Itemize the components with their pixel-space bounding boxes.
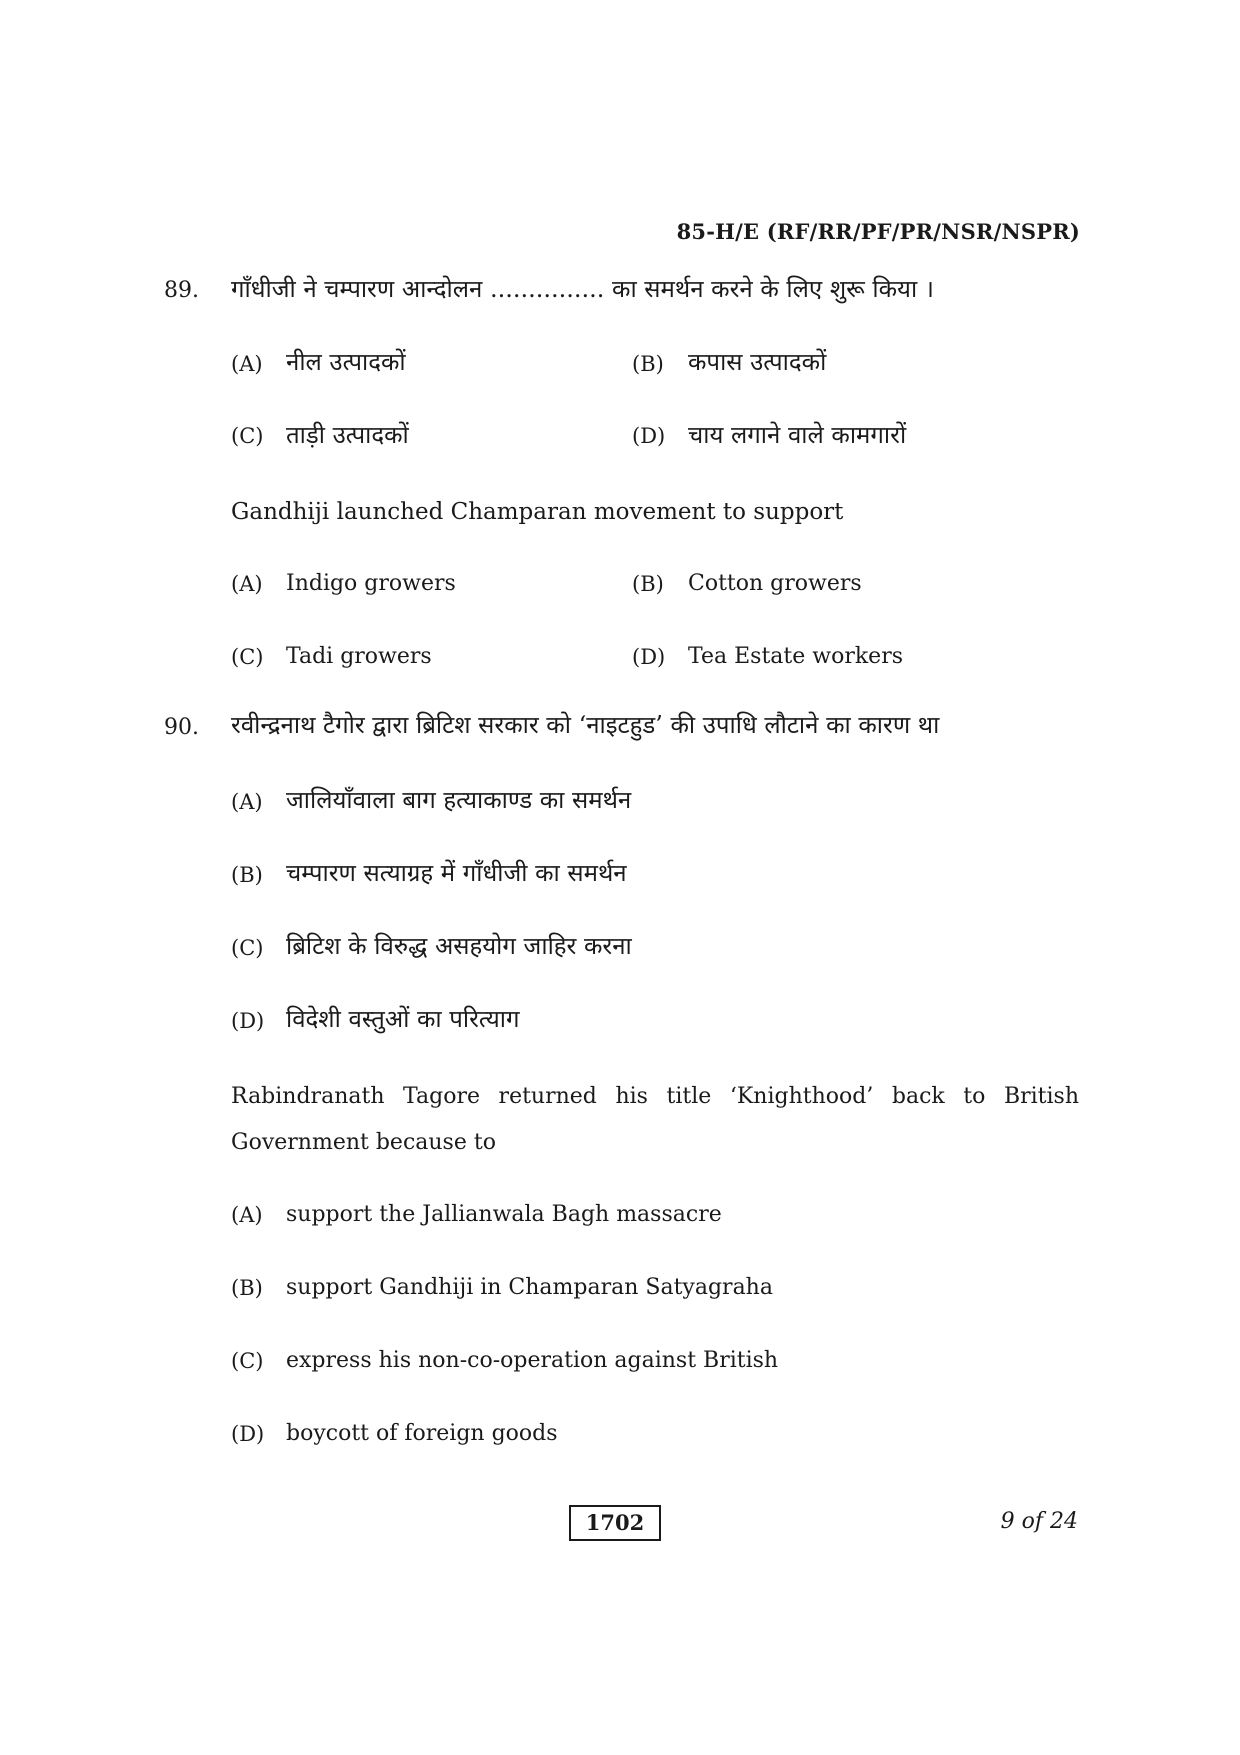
option-letter: (C) bbox=[231, 1349, 264, 1373]
booklet-code: 1702 bbox=[569, 1505, 661, 1541]
page-indicator: 9 of 24 bbox=[1000, 1509, 1078, 1534]
option-text-hindi: कपास उत्पादकों bbox=[688, 348, 827, 376]
question-text-line: Government because to bbox=[231, 1130, 496, 1155]
option-text-hindi: नील उत्पादकों bbox=[286, 348, 406, 376]
option-letter: (B) bbox=[231, 863, 263, 887]
option-letter: (A) bbox=[231, 1203, 263, 1227]
option-letter: (D) bbox=[231, 1009, 265, 1033]
option-letter: (A) bbox=[231, 790, 263, 814]
question-text-english bbox=[231, 1074, 1079, 1166]
option-text-english: express his non-co-operation against British bbox=[286, 1348, 779, 1373]
option-letter: (A) bbox=[231, 352, 263, 376]
option-text-english: Tadi growers bbox=[286, 644, 432, 669]
question-number: 89. bbox=[164, 278, 199, 303]
option-text-english: Indigo growers bbox=[286, 571, 456, 596]
option-text-english: support the Jallianwala Bagh massacre bbox=[286, 1202, 722, 1227]
option-text-english: Tea Estate workers bbox=[688, 644, 904, 669]
option-letter: (D) bbox=[632, 424, 666, 448]
option-letter: (B) bbox=[632, 352, 664, 376]
option-text-english: Cotton growers bbox=[688, 571, 862, 596]
question-text-hindi: गाँधीजी ने चम्पारण आन्दोलन ............... का समर्थन करने के लिए शुरू किया । bbox=[231, 275, 934, 303]
option-letter: (D) bbox=[632, 645, 666, 669]
option-text-hindi: जालियाँवाला बाग हत्याकाण्ड का समर्थन bbox=[286, 786, 632, 814]
paper-code: 85-H/E (RF/RR/PF/PR/NSR/NSPR) bbox=[676, 219, 1080, 244]
option-text-hindi: चम्पारण सत्याग्रह में गाँधीजी का समर्थन bbox=[286, 859, 627, 887]
question-text-english: Gandhiji launched Champaran movement to support bbox=[231, 499, 844, 525]
option-text-english: support Gandhiji in Champaran Satyagraha bbox=[286, 1275, 773, 1300]
option-letter: (D) bbox=[231, 1422, 265, 1446]
option-letter: (A) bbox=[231, 572, 263, 596]
option-text-hindi: ब्रिटिश के विरुद्ध असहयोग जाहिर करना bbox=[286, 932, 632, 960]
question-text-line: Rabindranath Tagore returned his title ‘Knighthood’ back to British bbox=[231, 1084, 1079, 1109]
option-text-hindi: विदेशी वस्तुओं का परित्याग bbox=[286, 1005, 520, 1033]
option-letter: (B) bbox=[632, 572, 664, 596]
question-number: 90. bbox=[164, 715, 199, 740]
option-letter: (B) bbox=[231, 1276, 263, 1300]
option-text-hindi: ताड़ी उत्पादकों bbox=[286, 421, 409, 449]
option-text-hindi: चाय लगाने वाले कामगारों bbox=[688, 421, 907, 449]
option-letter: (C) bbox=[231, 936, 264, 960]
question-text-hindi: रवीन्द्रनाथ टैगोर द्वारा ब्रिटिश सरकार को ‘नाइटहुड’ की उपाधि लौटाने का कारण था bbox=[231, 711, 940, 739]
option-letter: (C) bbox=[231, 645, 264, 669]
option-letter: (C) bbox=[231, 424, 264, 448]
option-text-english: boycott of foreign goods bbox=[286, 1421, 558, 1446]
